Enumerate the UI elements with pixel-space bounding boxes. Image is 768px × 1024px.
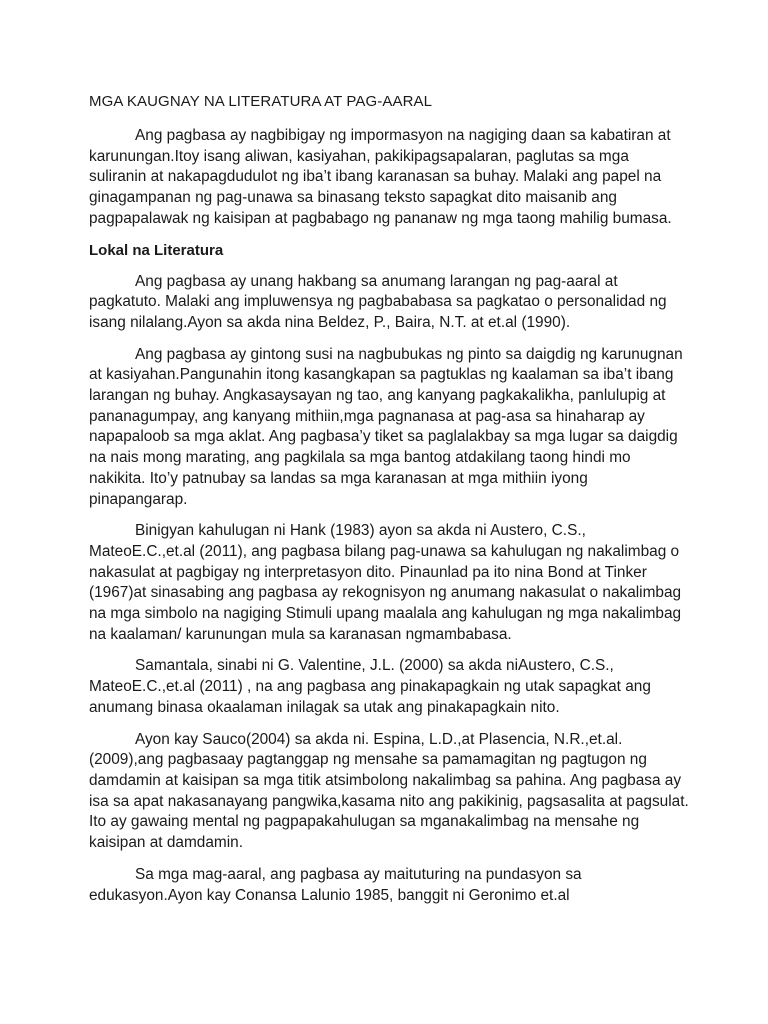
paragraph-line: karunungan.Itoy isang aliwan, kasiyahan, pakikipagsapalaran, paglutas sa mga	[89, 147, 629, 165]
paragraph-line: Ang pagbasa ay unang hakbang sa anumang larangan ng pag-aaral at	[135, 272, 618, 290]
paragraph-line: nakikita. Ito’y patnubay sa landas sa mga karanasan at mga mithiin iyong	[89, 469, 588, 487]
paragraph-line: suliranin at nakapagdudulot ng iba’t ibang karanasan sa buhay. Malaki ang papel na	[89, 168, 662, 186]
paragraph-line: isang nilalang.Ayon sa akda nina Beldez, P., Baira, N.T. at et.al (1990).	[89, 313, 571, 331]
paragraph-line: na nais mong marating, ang pagkilala sa mga bantog atdakilang taong hindi mo	[89, 449, 631, 467]
paragraph-line: at kasiyahan.Pangunahin itong kasangkapan sa pagtuklas ng kaalaman sa iba’t ibang	[89, 366, 674, 384]
body-paragraph-5	[89, 730, 689, 854]
paragraph-line: pananagumpay, ang kanyang mithiin,mga pagnanasa at pag-asa sa hinaharap ay	[89, 407, 645, 425]
paragraph-line: (2009),ang pagbasaay pagtanggap ng mensahe sa pamamagitan ng pagtugon ng	[89, 751, 647, 769]
section-heading: Lokal na Literatura	[89, 241, 224, 259]
paragraph-line: pagpapalawak ng kaisipan at pagbabago ng pananaw ng mga taong mahilig bumasa.	[89, 209, 672, 227]
intro-paragraph	[89, 126, 686, 230]
body-paragraph-3	[89, 521, 686, 645]
paragraph-line: MateoE.C.,et.al (2011) , na ang pagbasa ang pinakapagkain ng utak sapagkat ang	[89, 678, 651, 696]
paragraph-line: Ang pagbasa ay gintong susi na nagbubukas ng pinto sa daigdig ng karunugnan	[135, 345, 683, 363]
document-title: MGA KAUGNAY NA LITERATURA AT PAG-AARAL	[89, 93, 433, 110]
paragraph-line: Binigyan kahulugan ni Hank (1983) ayon sa akda ni Austero, C.S.,	[135, 522, 586, 540]
paragraph-line: ginagampanan ng pag-unawa sa binasang teksto sapagkat dito maisanib ang	[89, 189, 617, 207]
paragraph-line: Ito ay gawaing mental ng pagpapakahulugan sa mganakalimbag na mensahe ng	[89, 813, 640, 831]
paragraph-line: nakasulat at pagbigay ng interpretasyon dito. Pinaunlad pa ito nina Bond at Tinker	[89, 563, 647, 581]
paragraph-line: edukasyon.Ayon kay Conansa Lalunio 1985, banggit ni Geronimo et.al	[89, 886, 570, 904]
paragraph-line: (1967)at sinasabing ang pagbasa ay rekognisyon ng anumang nakasulat o nakalimbag	[89, 584, 682, 602]
paragraph-line: na kaalaman/ karunungan mula sa karanasan ngmambabasa.	[89, 625, 512, 643]
paragraph-line: pinapangarap.	[89, 490, 188, 508]
paragraph-line: anumang binasa okaalaman inilagak sa utak ang pinakapagkain nito.	[89, 698, 560, 716]
paragraph-line: MateoE.C.,et.al (2011), ang pagbasa bilang pag-unawa sa kahulugan ng nakalimbag o	[89, 542, 680, 560]
body-paragraph-1	[89, 272, 686, 334]
body-paragraph-4	[89, 656, 686, 718]
paragraph-line: larangan ng buhay. Angkasaysayan ng tao, ang kanyang pagkakalikha, panlulupig at	[89, 387, 666, 405]
paragraph-line: Sa mga mag-aaral, ang pagbasa ay maituturing na pundasyon sa	[135, 865, 582, 883]
paragraph-line: kaisipan at damdamin.	[89, 834, 243, 852]
paragraph-line: napapaloob sa mga aklat. Ang pagbasa’y tiket sa paglalakbay sa mga lugar sa daigdig	[89, 428, 678, 446]
paragraph-line: damdamin at kaisipan sa mga titik atsimbolong nakalimbag sa pahina. Ang pagbasa ay	[89, 771, 682, 789]
paragraph-line: Ang pagbasa ay nagbibigay ng impormasyon na nagiging daan sa kabatiran at	[135, 127, 671, 144]
body-paragraph-2	[89, 345, 686, 511]
paragraph-line: Ayon kay Sauco(2004) sa akda ni. Espina, L.D.,at Plasencia, N.R.,et.al.	[135, 730, 623, 748]
paragraph-line: na mga simbolo na nagiging Stimuli upang maalala ang kahulugan ng mga nakalimbag	[89, 605, 682, 623]
paragraph-line: pagkatuto. Malaki ang impluwensya ng pagbababasa sa pagkatao o personalidad ng	[89, 293, 667, 311]
paragraph-line: isa sa apat nakasanayang pangwika,kasama nito ang pakikinig, pagsasalita at pagsulat.	[89, 792, 689, 810]
paragraph-line: Samantala, sinabi ni G. Valentine, J.L. (2000) sa akda niAustero, C.S.,	[135, 657, 614, 675]
body-paragraph-6	[89, 865, 686, 906]
